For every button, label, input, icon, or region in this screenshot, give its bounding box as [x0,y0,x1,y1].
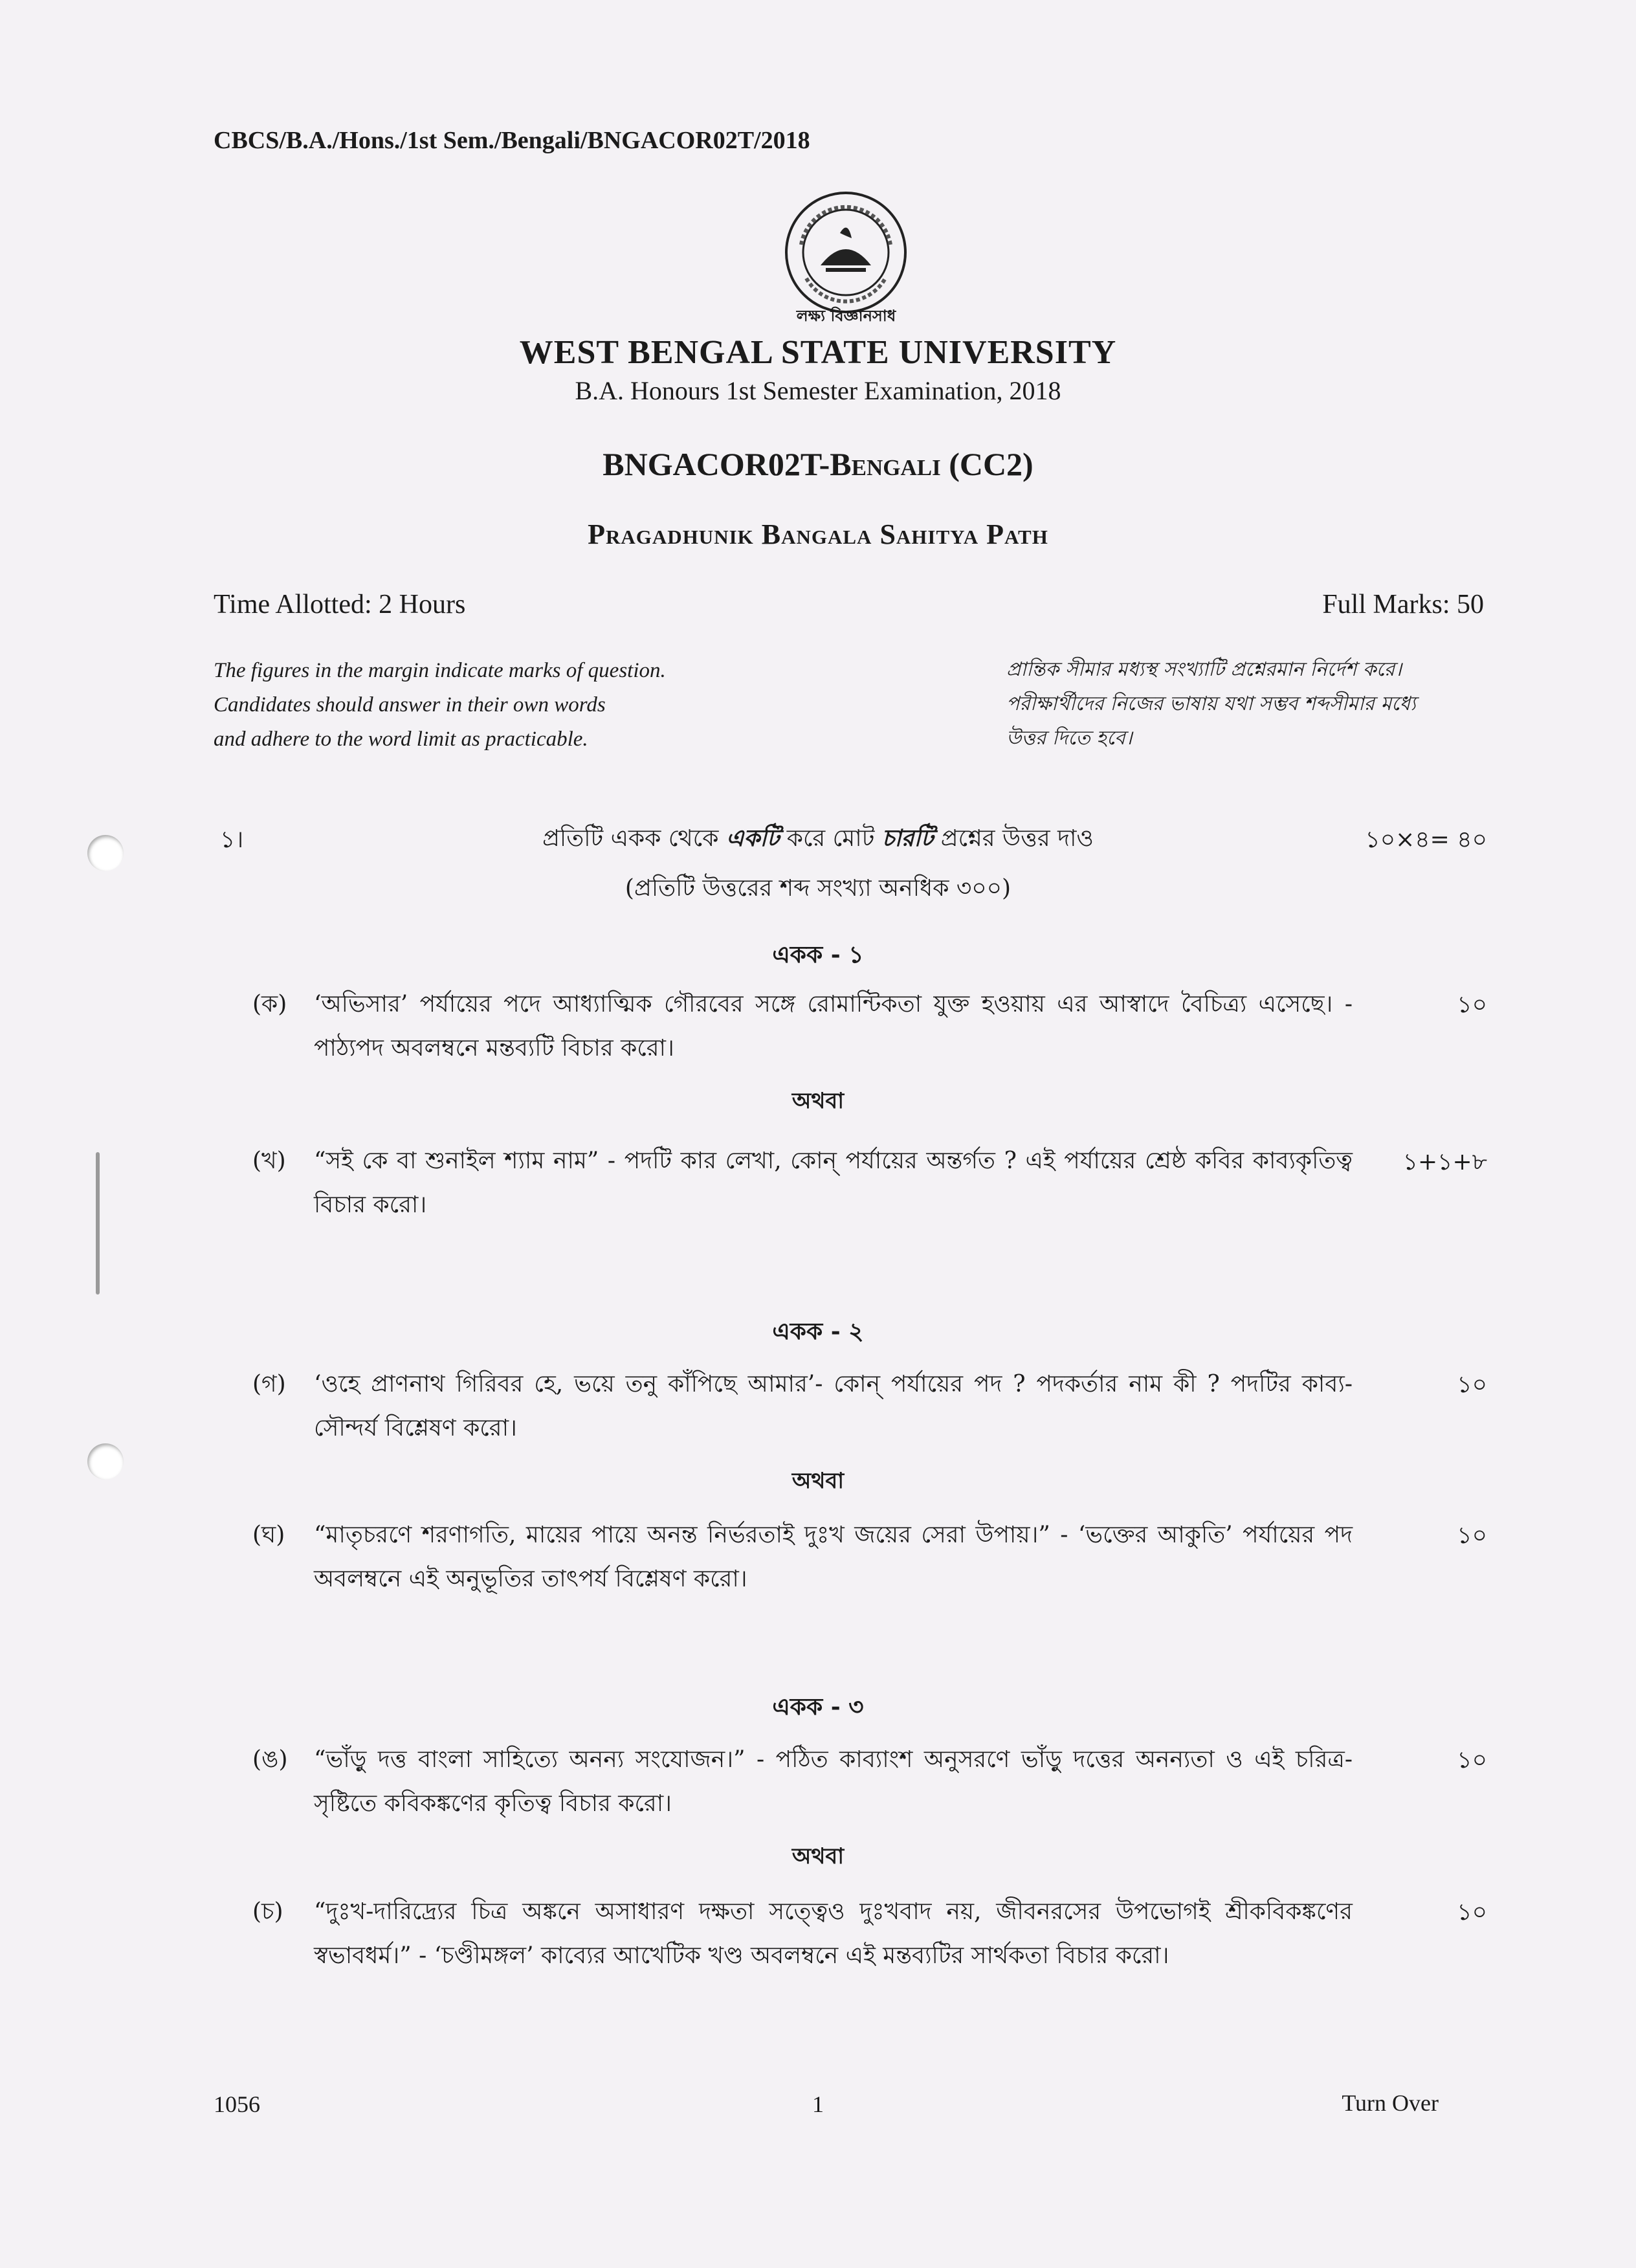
item-label: (খ) [252,1148,286,1174]
seal-motto: লক্ষ্য বিজ্ঞানসাধ [796,306,896,325]
question-item [252,1362,1353,1451]
paper-code: BNGACOR02T- [602,446,830,482]
item-text: ‘অভিসার’ পর্যায়ের পদে আধ্যাত্মিক গৌরবের সঙ্গে রোমান্টিকতা যুক্ত হওয়ায় এর আস্বাদে বৈচিত্র্য এসেছে। - পাঠ্যপদ অবলম্বনে মন্তব্যটি বিচার করো। [314,991,1353,1062]
item-label: (ঘ) [252,1522,285,1548]
paper-title: Pragadhunik Bangala Sahitya Path [588,518,1048,550]
question-number: ১। [220,827,244,853]
item-text: ‘ওহে প্রাণনাথ গিরিবর হে, ভয়ে তনু কাঁপিছে আমার’- কোন্ পর্যায়ের পদ ? পদকর্তার নাম কী ? পদটির কাব্য-সৌন্দর্য বিশ্লেষণ করো। [314,1371,1353,1441]
question-instruction: প্রতিটি একক থেকে একটি করে মোট চারটি প্রশ্নের উত্তর দাও [542,825,1094,852]
item-marks: ১০ [1457,992,1487,1018]
item-marks: ১০ [1457,1522,1487,1549]
exam-name: B.A. Honours 1st Semester Examination, 2018 [575,376,1061,405]
time-allotted: Time Allotted: 2 Hours [214,590,466,619]
footer-code: 1056 [214,2091,260,2117]
item-label: (ক) [252,991,287,1017]
question-marks: ১০×৪= ৪০ [1365,827,1487,853]
page-number: 1 [812,2091,824,2117]
item-marks: ১+১+৮ [1402,1149,1487,1175]
item-label: (ঙ) [252,1746,288,1773]
question-item [252,983,1353,1071]
instructions-english: The figures in the margin indicate marks of question. Candidates should answer in their own words and adhere to the word limit as practicable. [214,659,666,751]
item-marks: ১০ [1457,1372,1487,1398]
unit-title: একক - ২ [772,1318,864,1345]
paper-code-header: CBCS/B.A./Hons./1st Sem./Bengali/BNGACOR02T/2018 [214,127,810,154]
instructions-bengali: প্রান্তিক সীমার মধ্যস্থ সংখ্যাটি প্রশ্নেরমান নির্দেশ করে। পরীক্ষার্থীদের নিজের ভাষায় যথা সম্ভব শব্দসীমার মধ্যে উত্তর দিতে হবে। [1006,658,1416,750]
turn-over: Turn Over [1342,2090,1439,2116]
question-item [252,1139,1353,1227]
question-item [252,1738,1353,1826]
full-marks: Full Marks: 50 [1322,590,1484,619]
university-name: WEST BENGAL STATE UNIVERSITY [519,334,1117,371]
item-label: (চ) [252,1898,283,1925]
item-label: (গ) [252,1371,286,1397]
question-item [252,1890,1353,1978]
or-separator: অথবা [791,1468,845,1494]
paper-heading [0,445,1636,483]
unit-title: একক - ১ [772,941,864,968]
item-marks: ১০ [1457,1899,1487,1926]
item-text: “দুঃখ-দারিদ্র্যের চিত্র অঙ্কনে অসাধারণ দক্ষতা সত্ত্বেও দুঃখবাদ নয়, জীবনরসের উপভোগই শ্রীকবিকঙ্কণের স্বভাবধর্ম।” - ‘চণ্ডীমঙ্গল’ কাব্যের আখেটিক খণ্ড অবলম্বনে এই মন্তব্যটির সার্থকতা বিচার করো। [314,1898,1353,1969]
paper-subject: Bengali [830,446,941,482]
item-marks: ১০ [1457,1747,1487,1773]
paper-cc: (CC2) [940,446,1034,482]
unit-title: একক - ৩ [772,1693,864,1720]
item-text: “মাতৃচরণে শরণাগতি, মায়ের পায়ে অনন্ত নির্ভরতাই দুঃখ জয়ের সেরা উপায়।” - ‘ভক্তের আকুতি’ পর্যায়ের পদ অবলম্বনে এই অনুভূতির তাৎপর্য বিশ্লেষণ করো। [314,1522,1353,1592]
item-text: “ভাঁড়ু দত্ত বাংলা সাহিত্যে অনন্য সংযোজন।” - পঠিত কাব্যাংশ অনুসরণে ভাঁড়ু দত্তের অনন্যতা ও এই চরিত্র-সৃষ্টিতে কবিকঙ্কণের কৃতিত্ব বিচার করো। [314,1746,1353,1817]
staple-mark [96,1152,100,1295]
word-limit-note: (প্রতিটি উত্তরের শব্দ সংখ্যা অনধিক ৩০০) [625,875,1011,902]
item-text: “সই কে বা শুনাইল শ্যাম নাম” - পদটি কার লেখা, কোন্ পর্যায়ের অন্তর্গত ? এই পর্যায়ের শ্রেষ্ঠ কবির কাব্যকৃতিত্ব বিচার করো। [314,1148,1353,1218]
or-separator: অথবা [791,1843,845,1869]
question-item [252,1513,1353,1601]
or-separator: অথবা [791,1088,845,1114]
